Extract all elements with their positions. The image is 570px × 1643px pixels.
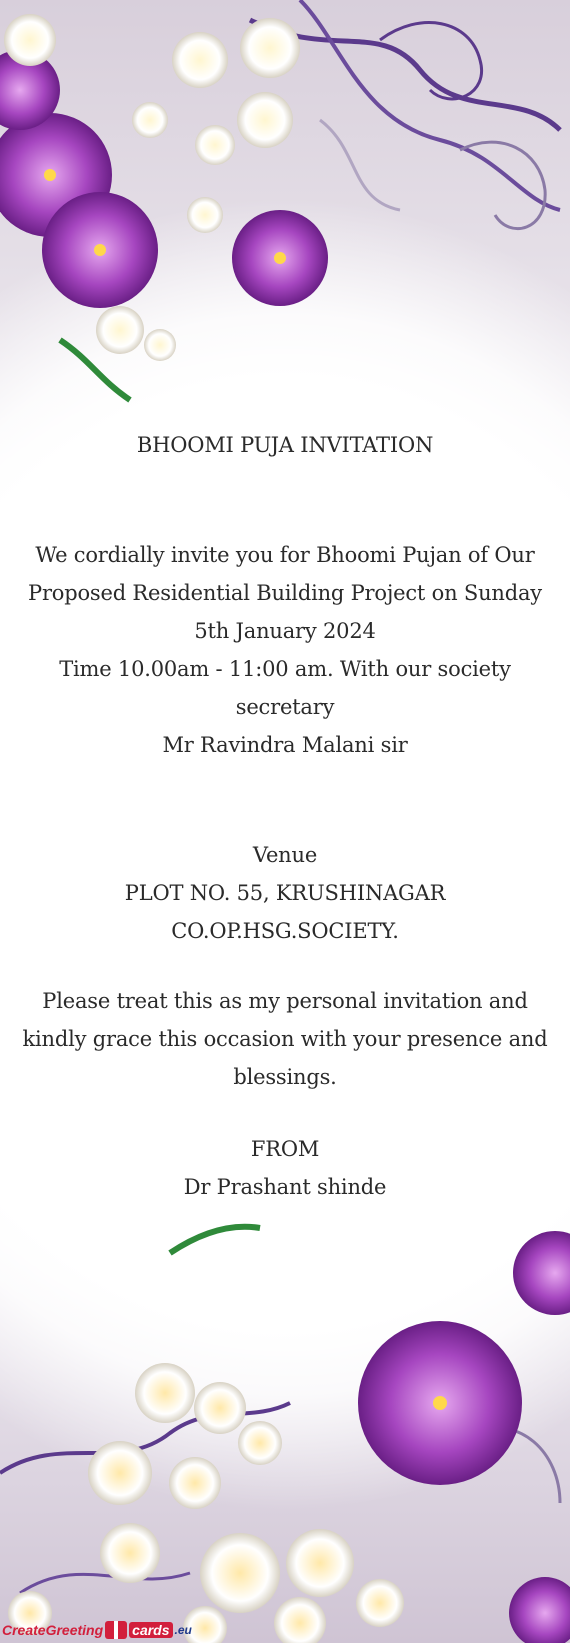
gift-icon [105,1621,127,1639]
guest-of-honour: Mr Ravindra Malani sir [162,733,408,757]
venue-section [20,836,550,950]
title-text: BHOOMI PUJA INVITATION [136,433,434,457]
note-line: kindly grace this occasion with your presence and [22,1027,548,1051]
bottom-floral-decoration [0,1173,570,1643]
invitation-message [20,536,550,764]
watermark-text: .eu [174,1623,192,1637]
top-floral-decoration [0,0,570,440]
purple-flower-icon [513,1231,570,1315]
watermark-text: cards [129,1622,172,1638]
venue-label: Venue [252,843,318,867]
purple-flower-icon [358,1321,522,1485]
note-line: blessings. [233,1065,337,1089]
watermark-text: CreateGreeting [2,1622,104,1638]
venue-address-line: CO.OP.HSG.SOCIETY. [171,919,399,943]
personal-note [20,982,550,1096]
invitation-title [20,426,550,464]
purple-flower-icon [232,210,328,306]
message-line: Proposed Residential Building Project on Sunday [28,581,542,605]
purple-flower-icon [509,1577,570,1643]
note-line: Please treat this as my personal invitation and [42,989,528,1013]
event-date: 5th January 2024 [194,619,376,643]
message-line: We cordially invite you for Bhoomi Pujan of Our [35,543,535,567]
white-flower-icon [8,1363,404,1643]
site-watermark-logo[interactable] [2,1621,192,1639]
event-time: Time 10.00am - 11:00 am. With our society secretary [59,657,511,719]
sender-section [20,1130,550,1206]
venue-address-line: PLOT NO. 55, KRUSHINAGAR [124,881,446,905]
sender-name: Dr Prashant shinde [183,1175,387,1199]
from-label: FROM [250,1137,320,1161]
purple-flower-icon [42,192,158,308]
